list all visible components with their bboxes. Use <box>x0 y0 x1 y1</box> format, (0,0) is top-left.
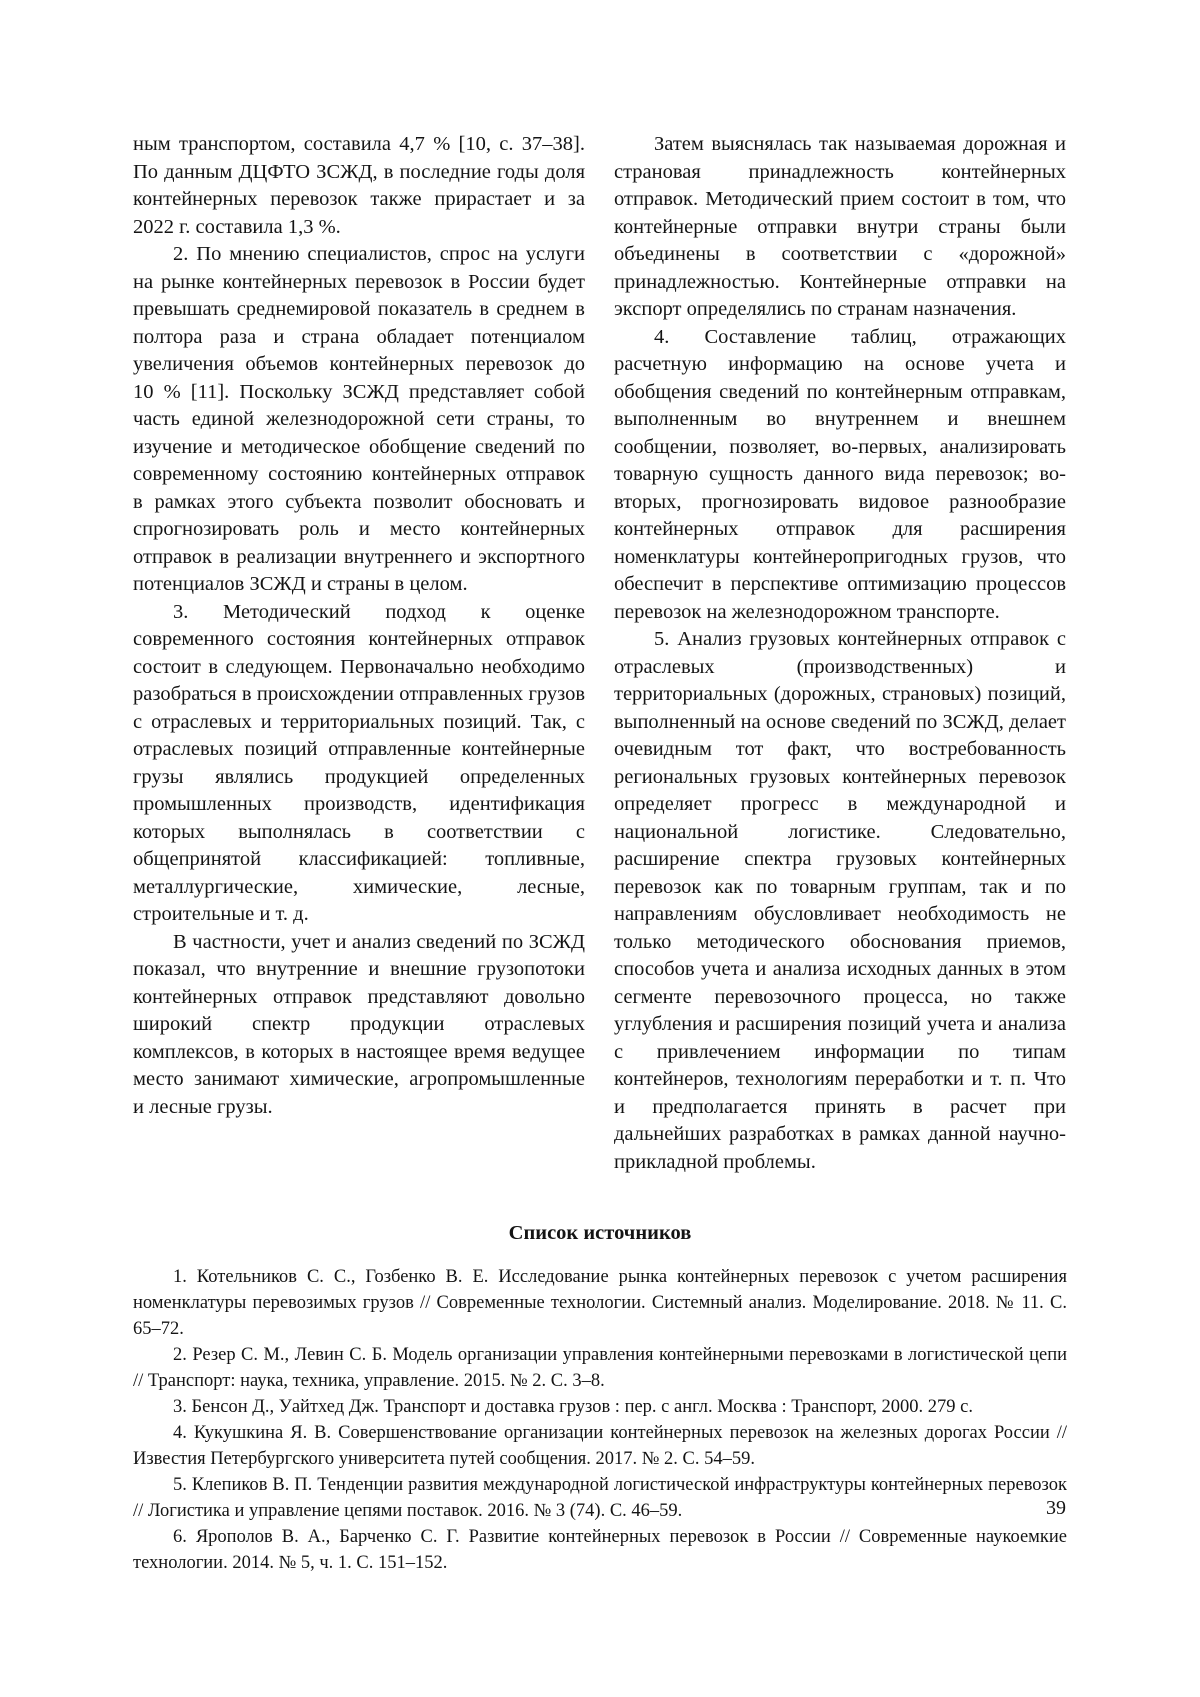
reference-item: 4. Кукушкина Я. В. Совершенствование организации контейнерных перевозок на железных дорогах России // Известия Петербургского университета путей сообщения. 2017. № 2. С. 54–59. <box>133 1423 1067 1469</box>
reference-item: 6. Ярополов В. А., Барченко С. Г. Развитие контейнерных перевозок в России // Современные наукоемкие технологии. 2014. № 5, ч. 1. С. 151–152. <box>133 1527 1067 1573</box>
page-number: 39 <box>1046 1497 1066 1519</box>
reference-item: 1. Котельников С. С., Гозбенко В. Е. Исследование рынка контейнерных перевозок с учетом расширения номенклатуры перевозимых грузов // Современные технологии. Системный анализ. Моделирование. 2018. № 11. С. 65–72. <box>133 1267 1067 1339</box>
reference-item: 3. Бенсон Д., Уайтхед Дж. Транспорт и доставка грузов : пер. с англ. Москва : Транспорт, 2000. 279 с. <box>173 1397 973 1417</box>
references-list <box>133 1264 1067 1576</box>
references-heading: Список источников <box>508 1222 692 1244</box>
reference-item: 5. Клепиков В. П. Тенденции развития международной логистической инфраструктуры контейнерных перевозок // Логистика и управление цепями поставок. 2016. № 3 (74). С. 46–59. <box>133 1475 1067 1521</box>
body-columns <box>133 131 1067 1176</box>
body-paragraph: В частности, учет и анализ сведений по ЗСЖД показал, что внутренние и внешние грузопотоки контейнерных отправок представляют довольно широкий спектр продукции отраслевых комплексов, в которых в настоящее время ведущее место занимают химические, агропромышленные и лесные грузы. <box>133 930 585 1118</box>
body-paragraph: 2. По мнению специалистов, спрос на услуги на рынке контейнерных перевозок в России будет превышать среднемировой показатель в среднем в полтора раза и страна обладает потенциалом увеличения объемов контейнерных перевозок до 10 % [11]. Поскольку ЗСЖД представляет собой часть единой железнодорожной сети страны, то изучение и методическое обобщение сведений по современному состоянию контейнерных отправок в рамках этого субъекта позволит обосновать и спрогнозировать роль и место контейнерных отправок в реализации внутреннего и экспортного потенциалов ЗСЖД и страны в целом. <box>133 243 585 595</box>
body-paragraph: 4. Составление таблиц, отражающих расчетную информацию на основе учета и обобщения сведений по контейнерным отправкам, выполненным во внутреннем и внешнем сообщении, позволяет, во-первых, анализировать товарную сущность данного вида перевозок; во-вторых, прогнозировать видовое разнообразие контейнерных отправок для расширения номенклатуры контейнеропригодных грузов, что обеспечит в перспективе оптимизацию процессов перевозок на железнодорожном транспорте. <box>614 325 1066 623</box>
reference-item: 2. Резер С. М., Левин С. Б. Модель организации управления контейнерными перевозками в логистической цепи // Транспорт: наука, техника, управление. 2015. № 2. С. 3–8. <box>133 1345 1067 1391</box>
right-column <box>614 131 1066 1176</box>
body-paragraph: 5. Анализ грузовых контейнерных отправок с отраслевых (производственных) и территориальных (дорожных, страновых) позиций, выполненный на основе сведений по ЗСЖД, делает очевидным тот факт, что востребованность региональных грузовых контейнерных перевозок определяет прогресс в международной и национальной логистике. Следовательно, расширение спектра грузовых контейнерных перевозок как по товарным группам, так и по направлениям обусловливает необходимость не только методического обоснования приемов, способов учета и анализа исходных данных в этом сегменте перевозочного процесса, но также углубления и расширения позиций учета и анализа с привлечением информации по типам контейнеров, технологиям переработки и т. п. Что и предполагается принять в расчет при дальнейших разработках в рамках данной научно-прикладной проблемы. <box>614 628 1066 1173</box>
body-paragraph: 3. Методический подход к оценке современного состояния контейнерных отправок состоит в следующем. Первоначально необходимо разобраться в происхождении отправленных грузов с отраслевых и территориальных позиций. Так, с отраслевых позиций отправленные контейнерные грузы являлись продукцией определенных промышленных производств, идентификация которых выполнялась в соответствии с общепринятой классификацией: топливные, металлургические, химические, лесные, строительные и т. д. <box>133 600 585 925</box>
body-paragraph: ным транспортом, составила 4,7 % [10, с. 37–38]. По данным ДЦФТО ЗСЖД, в последние годы доля контейнерных перевозок также прирастает и за 2022 г. составила 1,3 %. <box>133 133 585 238</box>
left-column <box>133 131 585 1176</box>
body-paragraph: Затем выяснялась так называемая дорожная и страновая принадлежность контейнерных отправок. Методический прием состоит в том, что контейнерные отправки внутри страны были объединены в соответствии с «дорожной» принадлежностью. Контейнерные отправки на экспорт определялись по странам назначения. <box>614 133 1066 320</box>
